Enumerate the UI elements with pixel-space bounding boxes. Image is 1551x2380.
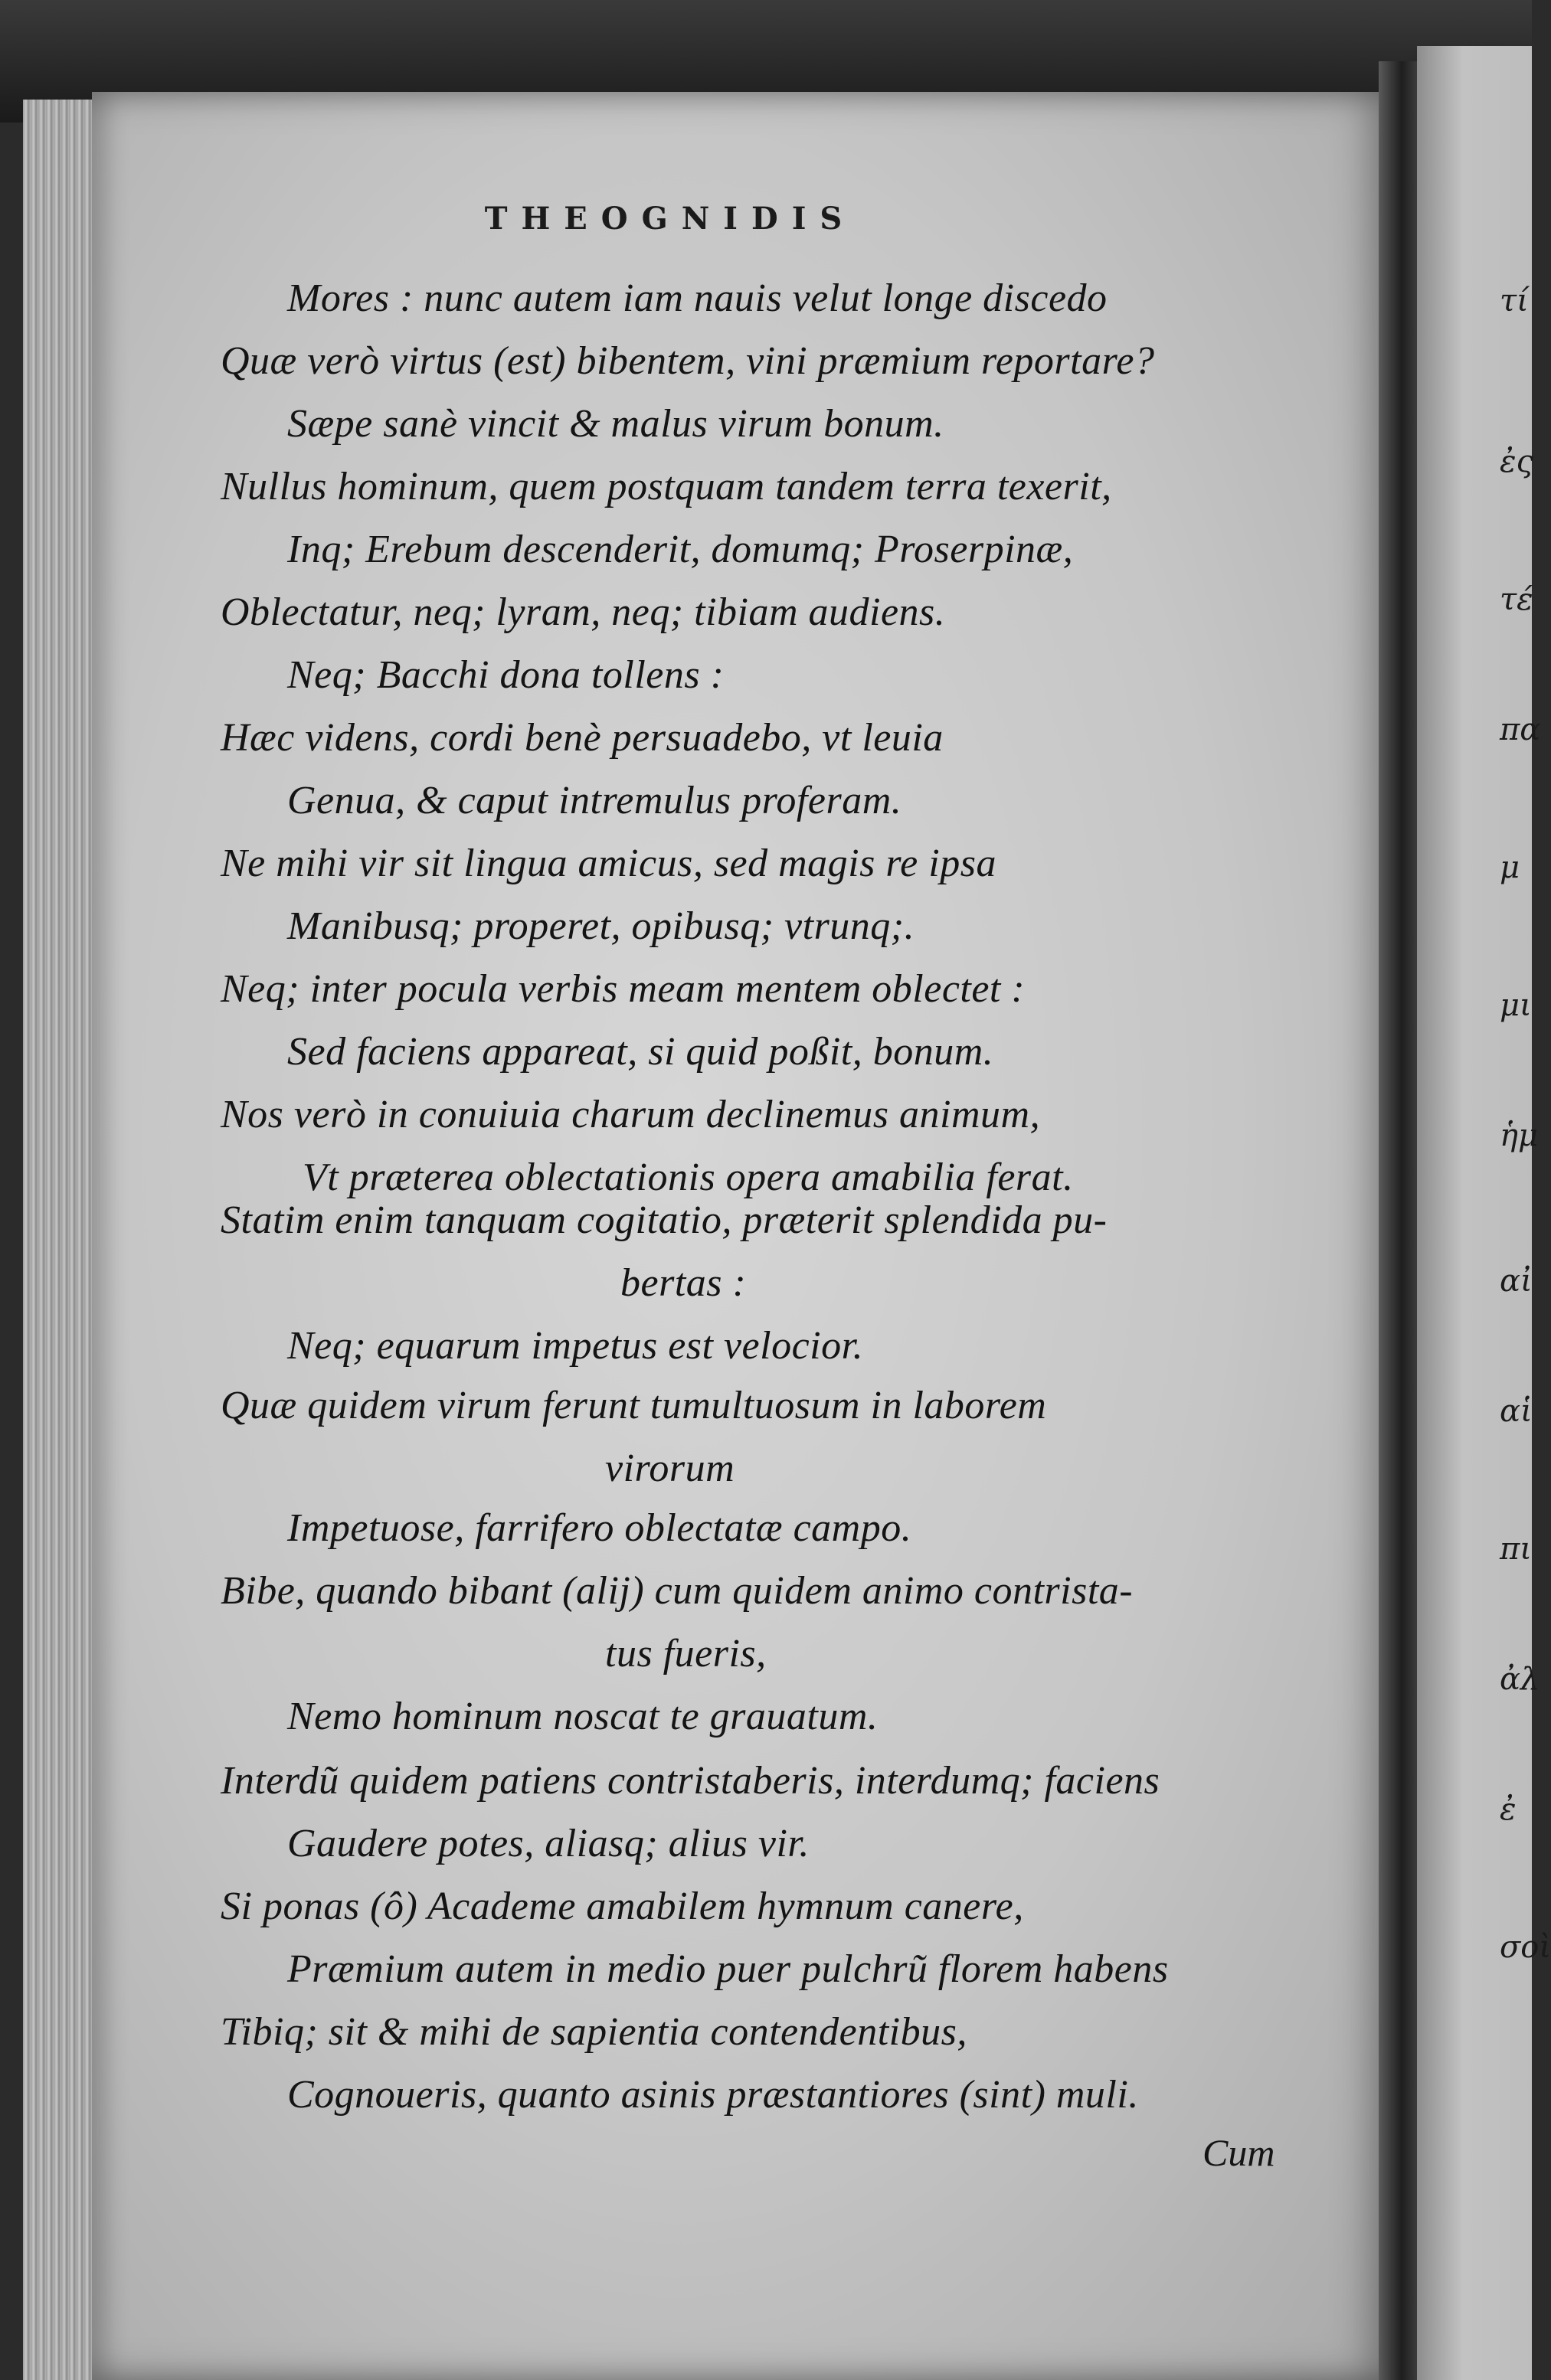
verse-line: Quæ verò virtus (est) bibentem, vini præmium reportare? [221, 339, 1155, 383]
verse-line: Neq; inter pocula verbis meam mentem oblectet : [221, 967, 1026, 1011]
verse-line: Bibe, quando bibant (alij) cum quidem animo contrista- [221, 1569, 1134, 1613]
verse-line: Tibiq; sit & mihi de sapientia contendentibus, [221, 2010, 967, 2054]
running-head: THEOGNIDIS [484, 201, 856, 237]
verse-line: tus fueris, [605, 1632, 767, 1675]
facing-page-fragment: πι [1500, 1532, 1532, 1567]
facing-page-fragment: μι [1500, 988, 1532, 1023]
facing-page-fragment: ἐς [1500, 444, 1533, 479]
facing-page-fragment: σοὶ [1500, 1930, 1551, 1965]
verse-line: Neq; equarum impetus est velocior. [287, 1324, 864, 1368]
verse-line: bertas : [620, 1261, 747, 1305]
facing-page-fragment: αἰ [1500, 1264, 1533, 1299]
verse-line: Si ponas (ô) Academe amabilem hymnum canere, [221, 1885, 1024, 1928]
verse-line: Hæc videns, cordi benè persuadebo, vt leuia [221, 716, 944, 760]
facing-page-fragment: μ [1500, 850, 1520, 885]
catchword: Cum [1203, 2131, 1275, 2174]
verse-line: Oblectatur, neq; lyram, neq; tibiam audiens. [221, 590, 946, 634]
verse-line: Nemo hominum noscat te grauatum. [287, 1695, 879, 1738]
facing-page-fragment: πα [1500, 712, 1541, 747]
verse-line: virorum [605, 1447, 735, 1490]
facing-page-fragment: ἡμ [1500, 1118, 1538, 1153]
verse-line: Impetuose, farrifero oblectatæ campo. [287, 1506, 912, 1550]
verse-line: Præmium autem in medio puer pulchrũ florem habens [287, 1947, 1169, 1991]
verse-line: Nullus hominum, quem postquam tandem terra texerit, [221, 465, 1112, 508]
facing-page-fragment: τέ [1500, 582, 1533, 617]
facing-page-fragment: ἀλ [1500, 1662, 1540, 1697]
verse-line: Inq; Erebum descenderit, domumq; Proserpinæ, [287, 528, 1074, 571]
verse-line: Cognoueris, quanto asinis præstantiores (sint) muli. [287, 2073, 1139, 2117]
verse-line: Gaudere potes, aliasq; alius vir. [287, 1822, 810, 1865]
verse-line: Ne mihi vir sit lingua amicus, sed magis re ipsa [221, 842, 996, 885]
verse-line: Genua, & caput intremulus proferam. [287, 779, 902, 822]
verse-line: Vt præterea oblectationis opera amabilia ferat. [303, 1156, 1074, 1199]
verse-line: Nos verò in conuiuia charum declinemus animum, [221, 1093, 1041, 1136]
verse-line: Interdũ quidem patiens contristaberis, interdumq; faciens [221, 1759, 1160, 1803]
verse-line: Quæ quidem virum ferunt tumultuosum in laborem [221, 1384, 1047, 1427]
facing-page-fragment: τί [1500, 283, 1529, 319]
verse-line: Statim enim tanquam cogitatio, præterit splendida pu- [221, 1198, 1108, 1242]
facing-page-fragment: αἱ [1500, 1394, 1533, 1429]
verse-line: Manibusq; properet, opibusq; vtrunq;. [287, 904, 915, 948]
verse-line: Sed faciens appareat, si quid poßit, bonum. [287, 1030, 994, 1074]
verse-line: Neq; Bacchi dona tollens : [287, 653, 725, 697]
verse-line: Sæpe sanè vincit & malus virum bonum. [287, 402, 944, 446]
facing-page-fragment: ἐ [1500, 1792, 1517, 1827]
verse-line: Mores : nunc autem iam nauis velut longe discedo [287, 276, 1108, 320]
